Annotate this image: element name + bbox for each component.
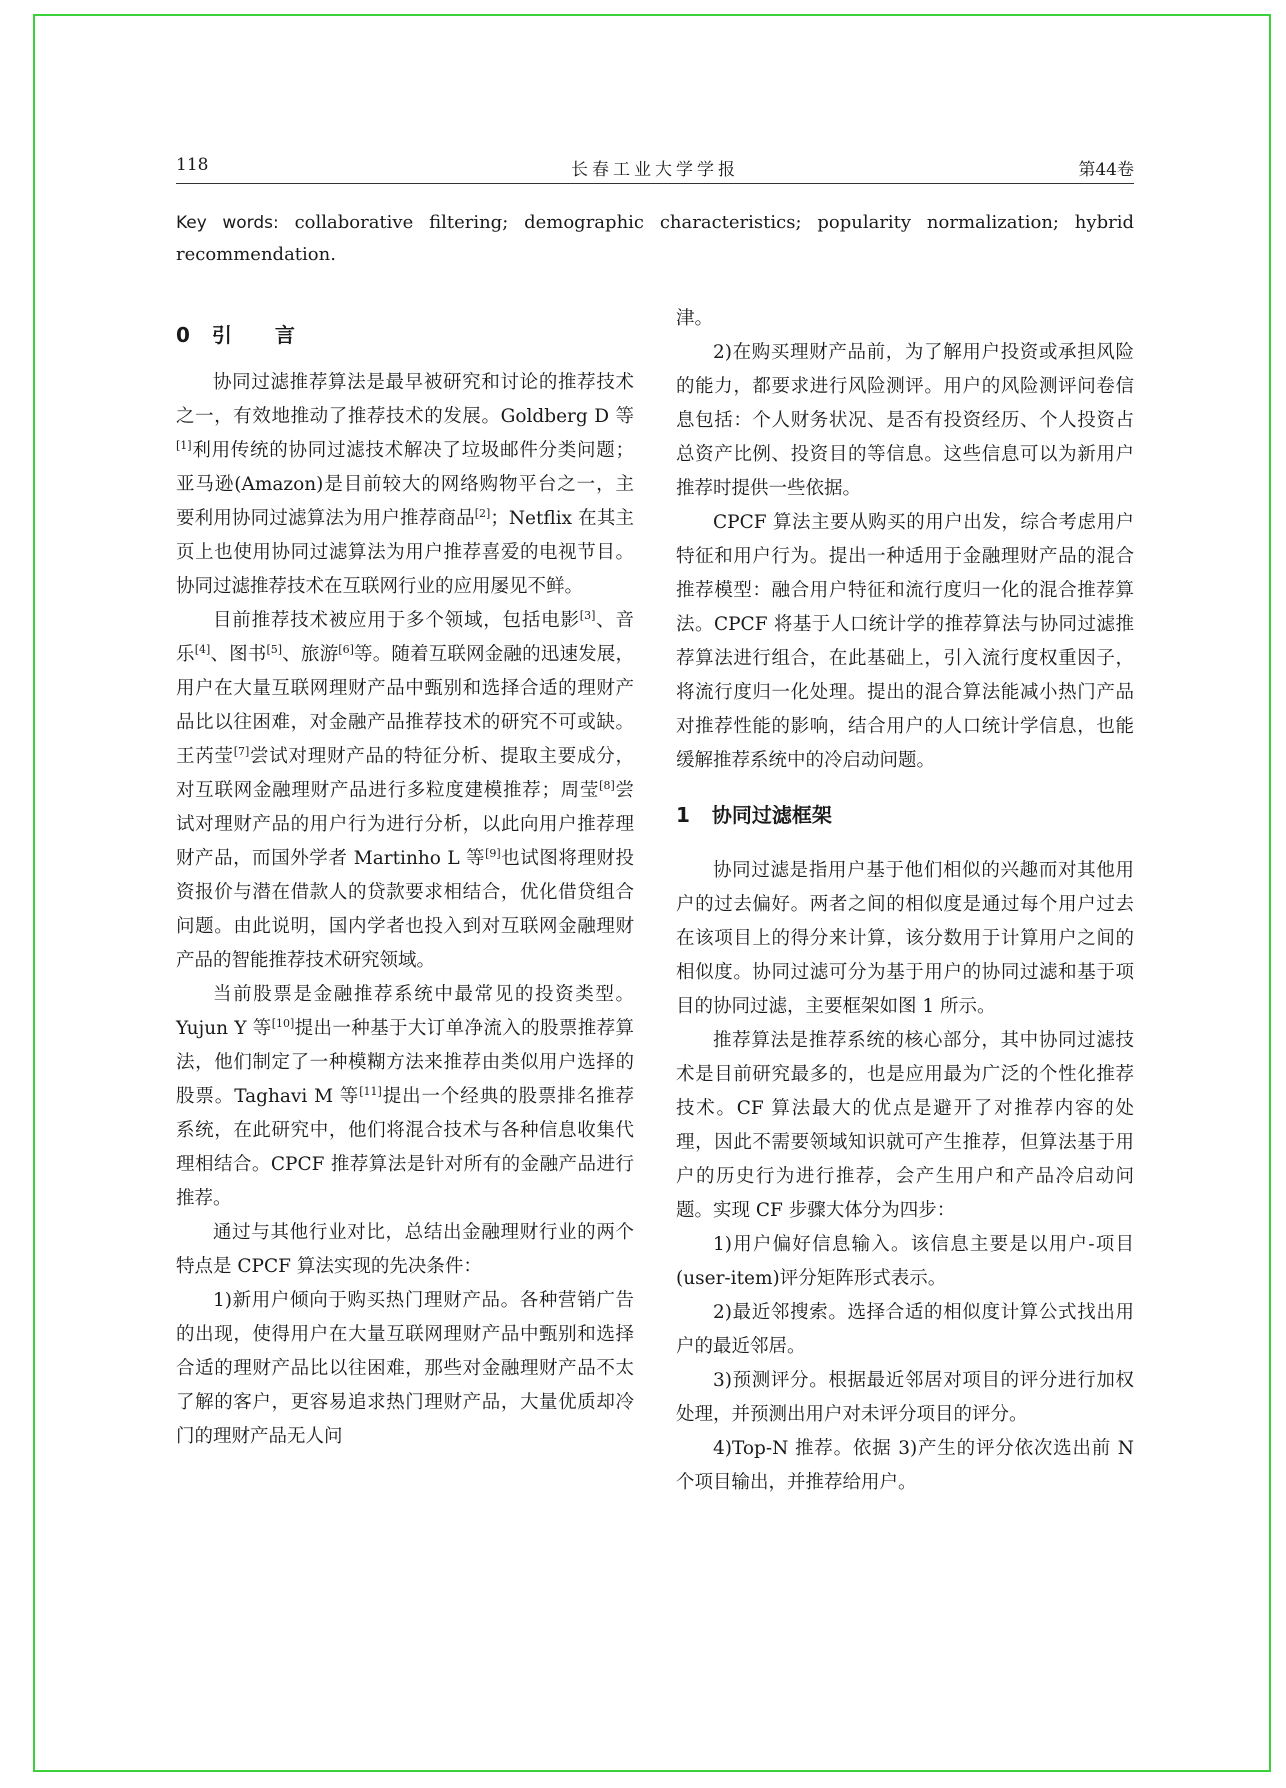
left-column xyxy=(176,366,634,1454)
volume-label: 第44卷 xyxy=(1078,160,1134,180)
section-title: 引 言 xyxy=(211,323,313,347)
citation-marker: [11] xyxy=(359,1085,382,1098)
keywords-line-2: recommendation. xyxy=(176,244,336,265)
citation-marker: [7] xyxy=(233,745,250,758)
section-title: 协同过滤框架 xyxy=(711,803,832,827)
citation-marker: [8] xyxy=(599,779,615,792)
citation-marker: [10] xyxy=(271,1017,295,1030)
paragraph: 通过与其他行业对比，总结出金融理财行业的两个特点是 CPCF 算法实现的先决条件： xyxy=(176,1222,634,1277)
citation-marker: [4] xyxy=(194,643,211,656)
paragraph: 当前股票是金融推荐系统中最常见的投资类型。Yujun Y 等[10]提出一种基于大订单净流入的股票推荐算法，他们制定了一种模糊方法来推荐由类似用户选择的股票。Taghavi M 等[11]提出一个经典的股票排名推荐系统，在此研究中，他们将混合技术与各种信息收集代理相结合。CPCF 推荐算法是针对所有的金融产品进行推荐。 xyxy=(176,984,634,1209)
list-item: 1)用户偏好信息输入。该信息主要是以用户-项目(user-item)评分矩阵形式表示。 xyxy=(676,1234,1134,1289)
paragraph: 协同过滤推荐算法是最早被研究和讨论的推荐技术之一，有效地推动了推荐技术的发展。Goldberg D 等[1]利用传统的协同过滤技术解决了垃圾邮件分类问题；亚马逊(Amazon)是目前较大的网络购物平台之一，主要利用协同过滤算法为用户推荐商品[2]；Netflix 在其主页上也使用协同过滤算法为用户推荐喜爱的电视节目。协同过滤推荐技术在互联网行业的应用屡见不鲜。 xyxy=(176,372,634,597)
section-heading-introduction xyxy=(176,318,313,352)
paragraph: 推荐算法是推荐系统的核心部分，其中协同过滤技术是目前研究最多的，也是应用最为广泛的个性化推荐技术。CF 算法最大的优点是避开了对推荐内容的处理，因此不需要领域知识就可产生推荐，但算法基于用户的历史行为进行推荐，会产生用户和产品冷启动问题。实现 CF 步骤大体分为四步： xyxy=(676,1030,1134,1221)
paragraph-continuation: 津。 xyxy=(676,308,714,329)
journal-title: 长春工业大学学报 xyxy=(571,160,739,180)
paragraph: CPCF 算法主要从购买的用户出发，综合考虑用户特征和用户行为。提出一种适用于金融理财产品的混合推荐模型：融合用户特征和流行度归一化的混合推荐算法。CPCF 将基于人口统计学的推荐算法与协同过滤推荐算法进行组合，在此基础上，引入流行度权重因子，将流行度归一化处理。提出的混合算法能减小热门产品对推荐性能的影响，结合用户的人口统计学信息，也能缓解推荐系统中的冷启动问题。 xyxy=(676,512,1134,771)
citation-marker: [9] xyxy=(485,847,501,860)
keywords-label: Key words: xyxy=(176,213,279,233)
running-header xyxy=(176,151,1134,184)
paragraph: 协同过滤是指用户基于他们相似的兴趣而对其他用户的过去偏好。两者之间的相似度是通过每个用户过去在该项目上的得分来计算，该分数用于计算用户之间的相似度。协同过滤可分为基于用户的协同过滤和基于项目的协同过滤，主要框架如图 1 所示。 xyxy=(676,860,1134,1017)
keywords xyxy=(176,207,1134,271)
citation-marker: [3] xyxy=(579,609,596,622)
keywords-line-1: collaborative filtering; demographic characteristics; popularity normalization; hybrid xyxy=(294,212,1134,233)
list-item: 4)Top-N 推荐。依据 3)产生的评分依次选出前 N 个项目输出，并推荐给用户。 xyxy=(676,1438,1134,1493)
paragraph: 2)在购买理财产品前，为了解用户投资或承担风险的能力，都要求进行风险测评。用户的风险测评问卷信息包括：个人财务状况、是否有投资经历、个人投资占总资产比例、投资目的等信息。这些信息可以为新用户推荐时提供一些依据。 xyxy=(676,342,1134,499)
citation-marker: [5] xyxy=(266,643,283,656)
paragraph: 目前推荐技术被应用于多个领域，包括电影[3]、音乐[4]、图书[5]、旅游[6]等。随着互联网金融的迅速发展，用户在大量互联网理财产品中甄别和选择合适的理财产品比以往困难，对金融产品推荐技术的研究不可或缺。王芮莹[7]尝试对理财产品的特征分析、提取主要成分，对互联网金融理财产品进行多粒度建模推荐；周莹[8]尝试对理财产品的用户行为进行分析，以此向用户推荐理财产品，而国外学者 Martinho L 等[9]也试图将理财投资报价与潜在借款人的贷款要求相结合，优化借贷组合问题。由此说明，国内学者也投入到对互联网金融理财产品的智能推荐技术研究领域。 xyxy=(176,609,634,971)
section-heading-cf-framework xyxy=(676,798,1134,832)
section-number: 1 xyxy=(676,803,690,827)
citation-marker: [6] xyxy=(338,643,354,656)
list-item: 2)最近邻搜索。选择合适的相似度计算公式找出用户的最近邻居。 xyxy=(676,1302,1134,1357)
citation-marker: [1] xyxy=(176,439,192,452)
paragraph: 1)新用户倾向于购买热门理财产品。各种营销广告的出现，使得用户在大量互联网理财产品中甄别和选择合适的理财产品比以往困难，那些对金融理财产品不太了解的客户，更容易追求热门理财产品，大量优质却冷门的理财产品无人问 xyxy=(176,1290,634,1447)
section-number: 0 xyxy=(176,323,190,347)
list-item: 3)预测评分。根据最近邻居对项目的评分进行加权处理，并预测出用户对未评分项目的评分。 xyxy=(676,1370,1134,1425)
right-column xyxy=(676,302,1134,1500)
page-number: 118 xyxy=(176,155,209,175)
citation-marker: [2] xyxy=(474,507,491,520)
